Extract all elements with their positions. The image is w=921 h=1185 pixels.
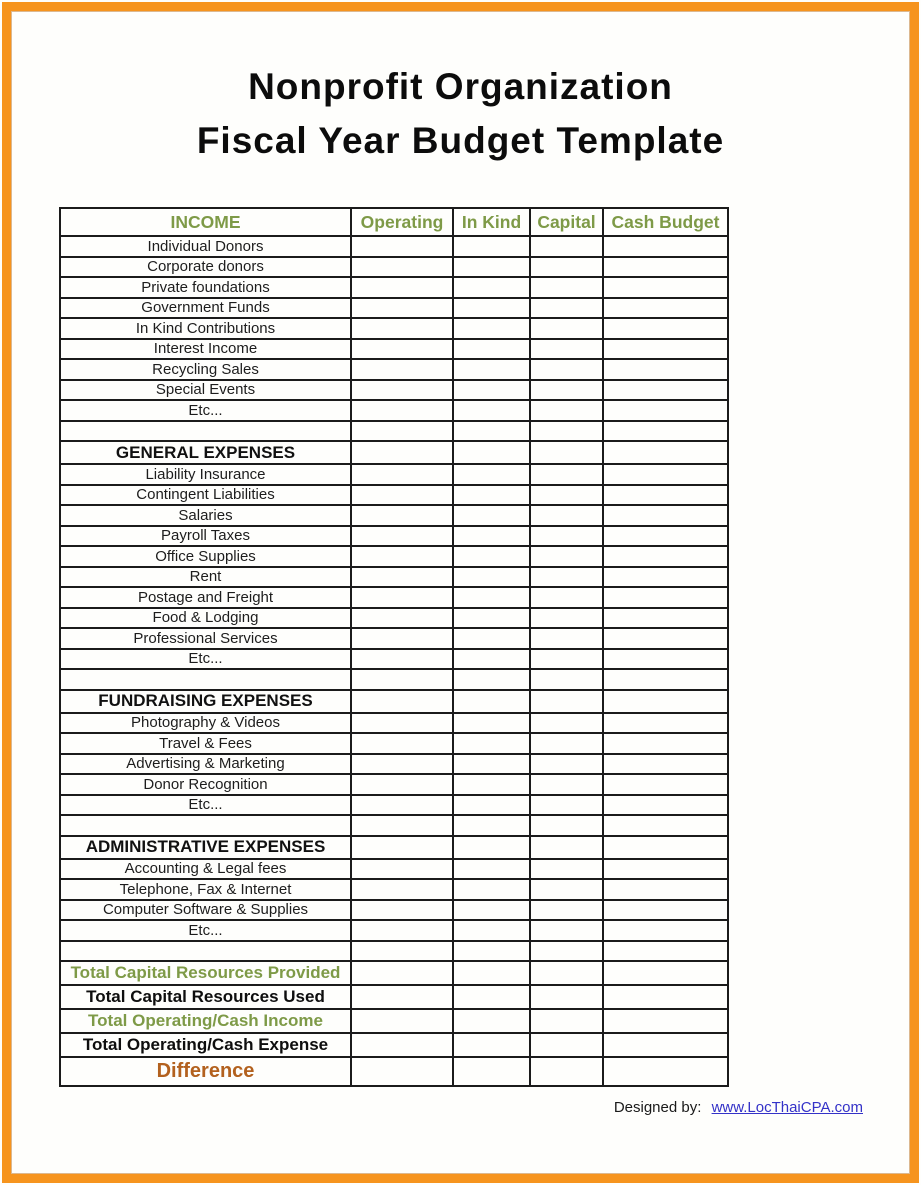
- table-row: [60, 359, 728, 380]
- value-cell-in-kind: [453, 587, 530, 608]
- value-cell-cash-budget: [603, 441, 728, 464]
- value-cell-operating: [351, 961, 453, 985]
- table-row: [60, 277, 728, 298]
- table-row: [60, 649, 728, 670]
- table-row: [60, 400, 728, 421]
- row-label: FUNDRAISING EXPENSES: [60, 690, 351, 713]
- table-row: [60, 587, 728, 608]
- table-row: [60, 961, 728, 985]
- page-title-line1: Nonprofit Organization: [248, 66, 673, 107]
- table-row: [60, 859, 728, 880]
- row-label: Corporate donors: [60, 257, 351, 278]
- value-cell-operating: [351, 505, 453, 526]
- value-cell-capital: [530, 1009, 603, 1033]
- value-cell-operating: [351, 1009, 453, 1033]
- value-cell-capital: [530, 649, 603, 670]
- value-cell-in-kind: [453, 795, 530, 816]
- value-cell-operating: [351, 774, 453, 795]
- value-cell-operating: [351, 859, 453, 880]
- row-label: Difference: [60, 1057, 351, 1086]
- table-row: [60, 236, 728, 257]
- row-label: Postage and Freight: [60, 587, 351, 608]
- value-cell-cash-budget: [603, 277, 728, 298]
- row-label: Total Operating/Cash Income: [60, 1009, 351, 1033]
- designed-by-label: Designed by:: [613, 1099, 702, 1116]
- value-cell-operating: [351, 359, 453, 380]
- value-cell-cash-budget: [603, 774, 728, 795]
- value-cell-cash-budget: [603, 318, 728, 339]
- value-cell-cash-budget: [603, 485, 728, 506]
- row-label: Etc...: [60, 649, 351, 670]
- value-cell-operating: [351, 733, 453, 754]
- value-cell-operating: [351, 587, 453, 608]
- table-row: [60, 920, 728, 941]
- value-cell-cash-budget: [603, 920, 728, 941]
- table-row: [60, 464, 728, 485]
- row-label: Accounting & Legal fees: [60, 859, 351, 880]
- value-cell-capital: [530, 526, 603, 547]
- column-header-income: INCOME: [60, 208, 351, 236]
- value-cell-operating: [351, 298, 453, 319]
- value-cell-operating: [351, 380, 453, 401]
- row-label: Private foundations: [60, 277, 351, 298]
- value-cell-in-kind: [453, 1033, 530, 1057]
- value-cell-capital: [530, 920, 603, 941]
- value-cell-cash-budget: [603, 257, 728, 278]
- row-label: Donor Recognition: [60, 774, 351, 795]
- value-cell-operating: [351, 318, 453, 339]
- row-label: Payroll Taxes: [60, 526, 351, 547]
- value-cell-cash-budget: [603, 587, 728, 608]
- value-cell-cash-budget: [603, 464, 728, 485]
- table-row: [60, 1033, 728, 1057]
- value-cell-in-kind: [453, 464, 530, 485]
- value-cell-capital: [530, 380, 603, 401]
- value-cell-operating: [351, 257, 453, 278]
- row-label: Total Operating/Cash Expense: [60, 1033, 351, 1057]
- row-label: ADMINISTRATIVE EXPENSES: [60, 836, 351, 859]
- row-label: Recycling Sales: [60, 359, 351, 380]
- value-cell-in-kind: [453, 608, 530, 629]
- table-row: [60, 774, 728, 795]
- value-cell-operating: [351, 649, 453, 670]
- value-cell-cash-budget: [603, 859, 728, 880]
- value-cell-cash-budget: [603, 836, 728, 859]
- value-cell-in-kind: [453, 526, 530, 547]
- value-cell-operating: [351, 421, 453, 442]
- table-row: [60, 795, 728, 816]
- value-cell-capital: [530, 441, 603, 464]
- value-cell-in-kind: [453, 649, 530, 670]
- value-cell-capital: [530, 815, 603, 836]
- value-cell-capital: [530, 339, 603, 360]
- row-label: [60, 669, 351, 690]
- value-cell-operating: [351, 690, 453, 713]
- value-cell-capital: [530, 546, 603, 567]
- row-label: Food & Lodging: [60, 608, 351, 629]
- value-cell-capital: [530, 836, 603, 859]
- value-cell-in-kind: [453, 690, 530, 713]
- row-label: Advertising & Marketing: [60, 754, 351, 775]
- table-row: [60, 836, 728, 859]
- value-cell-cash-budget: [603, 879, 728, 900]
- value-cell-capital: [530, 277, 603, 298]
- row-label: Computer Software & Supplies: [60, 900, 351, 921]
- row-label: Total Capital Resources Used: [60, 985, 351, 1009]
- table-row: [60, 1057, 728, 1086]
- value-cell-cash-budget: [603, 690, 728, 713]
- value-cell-cash-budget: [603, 1057, 728, 1086]
- value-cell-cash-budget: [603, 713, 728, 734]
- value-cell-in-kind: [453, 900, 530, 921]
- value-cell-in-kind: [453, 546, 530, 567]
- table-row: [60, 526, 728, 547]
- value-cell-operating: [351, 441, 453, 464]
- value-cell-operating: [351, 941, 453, 962]
- designer-link[interactable]: www.LocThaiCPA.com: [711, 1099, 863, 1116]
- row-label: [60, 941, 351, 962]
- value-cell-operating: [351, 236, 453, 257]
- value-cell-capital: [530, 690, 603, 713]
- value-cell-capital: [530, 567, 603, 588]
- table-row: [60, 298, 728, 319]
- table-row: [60, 441, 728, 464]
- value-cell-in-kind: [453, 733, 530, 754]
- value-cell-operating: [351, 920, 453, 941]
- value-cell-cash-budget: [603, 649, 728, 670]
- budget-table-body: [60, 236, 728, 1086]
- value-cell-cash-budget: [603, 546, 728, 567]
- value-cell-capital: [530, 400, 603, 421]
- value-cell-capital: [530, 754, 603, 775]
- value-cell-cash-budget: [603, 961, 728, 985]
- value-cell-in-kind: [453, 380, 530, 401]
- value-cell-operating: [351, 546, 453, 567]
- row-label: [60, 421, 351, 442]
- row-label: [60, 815, 351, 836]
- value-cell-capital: [530, 985, 603, 1009]
- value-cell-capital: [530, 1033, 603, 1057]
- row-label: Photography & Videos: [60, 713, 351, 734]
- value-cell-cash-budget: [603, 505, 728, 526]
- value-cell-cash-budget: [603, 298, 728, 319]
- value-cell-cash-budget: [603, 380, 728, 401]
- value-cell-cash-budget: [603, 526, 728, 547]
- table-row: [60, 669, 728, 690]
- table-row: [60, 546, 728, 567]
- value-cell-capital: [530, 733, 603, 754]
- value-cell-operating: [351, 1033, 453, 1057]
- value-cell-operating: [351, 400, 453, 421]
- value-cell-operating: [351, 985, 453, 1009]
- value-cell-operating: [351, 485, 453, 506]
- table-row: [60, 985, 728, 1009]
- table-row: [60, 380, 728, 401]
- row-label: Total Capital Resources Provided: [60, 961, 351, 985]
- table-row: [60, 733, 728, 754]
- row-label: Individual Donors: [60, 236, 351, 257]
- value-cell-in-kind: [453, 318, 530, 339]
- value-cell-operating: [351, 713, 453, 734]
- value-cell-operating: [351, 526, 453, 547]
- value-cell-cash-budget: [603, 421, 728, 442]
- table-row: [60, 628, 728, 649]
- row-label: Etc...: [60, 400, 351, 421]
- value-cell-operating: [351, 1057, 453, 1086]
- value-cell-in-kind: [453, 567, 530, 588]
- table-row: [60, 608, 728, 629]
- value-cell-cash-budget: [603, 815, 728, 836]
- value-cell-in-kind: [453, 774, 530, 795]
- table-row: [60, 318, 728, 339]
- value-cell-cash-budget: [603, 733, 728, 754]
- row-label: Salaries: [60, 505, 351, 526]
- row-label: In Kind Contributions: [60, 318, 351, 339]
- value-cell-capital: [530, 669, 603, 690]
- row-label: Special Events: [60, 380, 351, 401]
- value-cell-operating: [351, 754, 453, 775]
- row-label: Rent: [60, 567, 351, 588]
- row-label: Travel & Fees: [60, 733, 351, 754]
- row-label: Liability Insurance: [60, 464, 351, 485]
- value-cell-capital: [530, 795, 603, 816]
- value-cell-in-kind: [453, 236, 530, 257]
- value-cell-operating: [351, 879, 453, 900]
- value-cell-cash-budget: [603, 567, 728, 588]
- table-row: [60, 257, 728, 278]
- value-cell-in-kind: [453, 421, 530, 442]
- value-cell-capital: [530, 941, 603, 962]
- table-row: [60, 941, 728, 962]
- value-cell-in-kind: [453, 359, 530, 380]
- column-header-in-kind: In Kind: [453, 208, 530, 236]
- value-cell-in-kind: [453, 441, 530, 464]
- value-cell-in-kind: [453, 836, 530, 859]
- value-cell-cash-budget: [603, 236, 728, 257]
- value-cell-in-kind: [453, 985, 530, 1009]
- value-cell-capital: [530, 587, 603, 608]
- value-cell-in-kind: [453, 920, 530, 941]
- value-cell-in-kind: [453, 859, 530, 880]
- value-cell-capital: [530, 421, 603, 442]
- page-title: [0, 60, 921, 168]
- value-cell-capital: [530, 1057, 603, 1086]
- value-cell-capital: [530, 464, 603, 485]
- value-cell-capital: [530, 359, 603, 380]
- value-cell-operating: [351, 608, 453, 629]
- value-cell-in-kind: [453, 713, 530, 734]
- value-cell-capital: [530, 961, 603, 985]
- value-cell-cash-budget: [603, 754, 728, 775]
- row-label: Professional Services: [60, 628, 351, 649]
- value-cell-in-kind: [453, 815, 530, 836]
- value-cell-capital: [530, 879, 603, 900]
- value-cell-in-kind: [453, 879, 530, 900]
- value-cell-capital: [530, 608, 603, 629]
- value-cell-capital: [530, 318, 603, 339]
- value-cell-capital: [530, 485, 603, 506]
- value-cell-in-kind: [453, 754, 530, 775]
- value-cell-cash-budget: [603, 985, 728, 1009]
- value-cell-operating: [351, 628, 453, 649]
- value-cell-cash-budget: [603, 339, 728, 360]
- footer: [614, 1099, 863, 1116]
- value-cell-cash-budget: [603, 795, 728, 816]
- value-cell-capital: [530, 774, 603, 795]
- value-cell-cash-budget: [603, 1033, 728, 1057]
- row-label: Telephone, Fax & Internet: [60, 879, 351, 900]
- value-cell-operating: [351, 464, 453, 485]
- value-cell-capital: [530, 859, 603, 880]
- budget-table: [59, 207, 729, 1087]
- value-cell-cash-budget: [603, 359, 728, 380]
- value-cell-in-kind: [453, 669, 530, 690]
- table-row: [60, 690, 728, 713]
- row-label: Interest Income: [60, 339, 351, 360]
- table-row: [60, 879, 728, 900]
- table-row: [60, 339, 728, 360]
- value-cell-capital: [530, 236, 603, 257]
- table-row: [60, 1009, 728, 1033]
- value-cell-cash-budget: [603, 400, 728, 421]
- value-cell-in-kind: [453, 400, 530, 421]
- value-cell-in-kind: [453, 961, 530, 985]
- value-cell-operating: [351, 900, 453, 921]
- value-cell-operating: [351, 339, 453, 360]
- value-cell-operating: [351, 815, 453, 836]
- table-row: [60, 567, 728, 588]
- table-row: [60, 754, 728, 775]
- row-label: Office Supplies: [60, 546, 351, 567]
- column-header-capital: Capital: [530, 208, 603, 236]
- value-cell-in-kind: [453, 485, 530, 506]
- row-label: Etc...: [60, 920, 351, 941]
- table-row: [60, 485, 728, 506]
- row-label: Etc...: [60, 795, 351, 816]
- value-cell-cash-budget: [603, 1009, 728, 1033]
- value-cell-operating: [351, 795, 453, 816]
- value-cell-in-kind: [453, 277, 530, 298]
- value-cell-operating: [351, 836, 453, 859]
- value-cell-in-kind: [453, 339, 530, 360]
- value-cell-capital: [530, 713, 603, 734]
- page-title-line2: Fiscal Year Budget Template: [196, 120, 725, 161]
- value-cell-in-kind: [453, 941, 530, 962]
- value-cell-capital: [530, 628, 603, 649]
- table-row: [60, 421, 728, 442]
- column-header-operating: Operating: [351, 208, 453, 236]
- table-row: [60, 505, 728, 526]
- value-cell-in-kind: [453, 1057, 530, 1086]
- value-cell-capital: [530, 900, 603, 921]
- value-cell-in-kind: [453, 1009, 530, 1033]
- row-label: Government Funds: [60, 298, 351, 319]
- value-cell-cash-budget: [603, 669, 728, 690]
- column-header-cash-budget: Cash Budget: [603, 208, 728, 236]
- table-row: [60, 713, 728, 734]
- value-cell-cash-budget: [603, 941, 728, 962]
- value-cell-in-kind: [453, 505, 530, 526]
- value-cell-capital: [530, 505, 603, 526]
- row-label: Contingent Liabilities: [60, 485, 351, 506]
- value-cell-cash-budget: [603, 608, 728, 629]
- value-cell-operating: [351, 567, 453, 588]
- value-cell-in-kind: [453, 298, 530, 319]
- value-cell-capital: [530, 298, 603, 319]
- value-cell-cash-budget: [603, 628, 728, 649]
- value-cell-operating: [351, 277, 453, 298]
- header-row: [60, 208, 728, 236]
- value-cell-capital: [530, 257, 603, 278]
- table-row: [60, 815, 728, 836]
- table-row: [60, 900, 728, 921]
- row-label: GENERAL EXPENSES: [60, 441, 351, 464]
- value-cell-operating: [351, 669, 453, 690]
- value-cell-in-kind: [453, 628, 530, 649]
- value-cell-in-kind: [453, 257, 530, 278]
- value-cell-cash-budget: [603, 900, 728, 921]
